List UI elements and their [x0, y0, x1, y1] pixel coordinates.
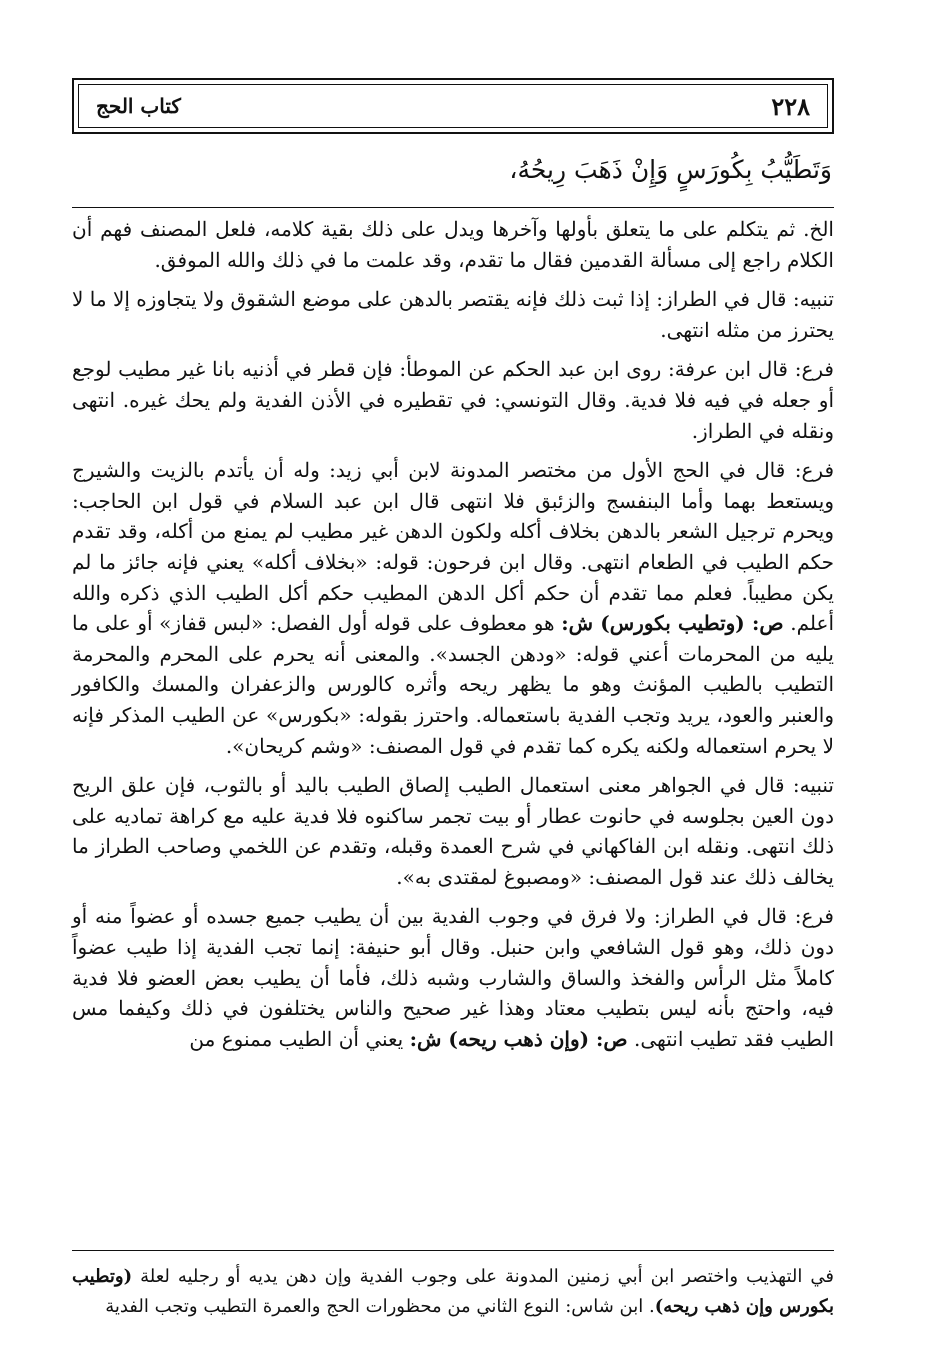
text-run: تنبيه: قال في الطراز: إذا ثبت ذلك فإنه يقتصر بالدهن على موضع الشقوق ولا يتجاوزه إلا ما لا يحترز من مثله انتهى. — [72, 287, 834, 342]
bold-citation: (وتطيب بكورس وإن ذهب ريحه) — [72, 1266, 834, 1317]
matn-divider — [72, 207, 834, 208]
footnote-divider — [72, 1250, 834, 1251]
text-run: . ابن شاس: النوع الثاني من محظورات الحج والعمرة التطيب وتجب الفدية — [105, 1296, 655, 1317]
commentary-paragraph — [72, 455, 834, 761]
text-run: في التهذيب واختصر ابن أبي زمنين المدونة على وجوب الفدية وإن دهن يديه أو رجليه لعلة — [132, 1266, 834, 1287]
commentary-paragraph — [72, 770, 834, 892]
footnote — [72, 1262, 834, 1322]
text-run: فرع: قال في الحج الأول من مختصر المدونة لابن أبي زيد: وله أن يأتدم بالزيت والشيرج ويستعط بهما وأما البنفسج والزئبق فلا انتهى قال ابن عبد السلام في قول ابن الحاجب: ويحرم ترجيل الشعر بالدهن بخلاف أكله ولكون الدهن غير مطيب لم يمنع من أكله، وقد تقدم حكم الطيب في الطعام انتهى. وقال ابن فرحون: قوله: «بخلاف أكله» يعني فإنه جائز ما لم يكن مطيباً. فعلم مما تقدم أن حكم أكل الدهن المطيب حكم أكل الطيب الذي ذكره والله أعلم. — [72, 458, 835, 636]
commentary-paragraph — [72, 214, 834, 275]
text-run: الخ. ثم يتكلم على ما يتعلق بأولها وآخرها ويدل على ذلك بقية كلامه، فلعل المصنف فهم أن الكلام راجع إلى مسألة القدمين فقال ما تقدم، وقد علمت ما في ذلك والله الموفق. — [72, 217, 834, 272]
page-number: ٢٢٨ — [771, 91, 810, 121]
commentary-paragraph — [72, 284, 834, 345]
bold-citation: ص: (وتطيب بكورس) ش: — [561, 611, 784, 636]
page-header — [72, 78, 834, 134]
commentary-paragraph — [72, 354, 834, 446]
commentary-paragraph — [72, 901, 834, 1054]
book-title: كتاب الحج — [96, 94, 181, 118]
bold-citation: ص: (وإن ذهب ريحه) ش: — [409, 1026, 628, 1051]
text-run: يعني أن الطيب ممنوع من — [189, 1026, 410, 1051]
matn-text: وَتَطَيُّبُ بِكُورَسٍ وَإِنْ ذَهَبَ رِيحُهُ، — [509, 155, 832, 184]
text-run: هو معطوف على قوله أول الفصل: «لبس قفاز» أو على ما يليه من المحرمات أعني قوله: «ودهن الجسد». والمعنى أنه يحرم على المحرم والمحرمة التطيب بالطيب المؤنث وهو ما يظهر ريحه وأثره كالورس والزعفران والمسك والكافور والعنبر والعود، يريد وتجب الفدية باستعماله. واحترز بقوله: «بكورس» عن الطيب المذكر فإنه لا يحرم استعماله ولكنه يكره كما تقدم في قول المصنف: «وشم كريحان». — [72, 611, 834, 758]
commentary-body — [72, 214, 834, 1063]
text-run: تنبيه: قال في الجواهر معنى استعمال الطيب إلصاق الطيب باليد أو بالثوب، فإن علق الريح دون العين بجلوسه في حانوت عطار أو بيت تجمر ساكنوه فلا فدية عليه مع كراهة تماديه على ذلك انتهى. ونقله ابن الفاكهاني في شرح العمدة وقبله، وتقدم عن اللخمي وصاحب الطراز ما يخالف ذلك عند قول المصنف: «ومصبوغ لمقتدى به». — [72, 773, 835, 889]
text-run: فرع: قال ابن عرفة: روى ابن عبد الحكم عن الموطأ: فإن قطر في أذنيه بانا غير مطيب لوجع أو جعله في فيه فلا فدية. وقال التونسي: في تقطيره في الأذن الفدية ولم يحك غيره. انتهى ونقله في الطراز. — [72, 357, 834, 443]
text-run: فرع: قال في الطراز: ولا فرق في وجوب الفدية بين أن يطيب جميع جسده أو عضواً منه أو دون ذلك، وهو قول الشافعي وابن حنبل. وقال أبو حنيفة: إنما تجب الفدية إذا طيب عضواً كاملاً مثل الرأس والفخذ والساق والشارب وشبه ذلك، فأما أن يطيب بعض العضو فلا فدية فيه، واحتج بأنه ليس بتطيب معتاد وهذا غير صحيح والناس يختلفون في ذلك وكيفما مس الطيب فقد تطيب انتهى. — [72, 904, 834, 1051]
